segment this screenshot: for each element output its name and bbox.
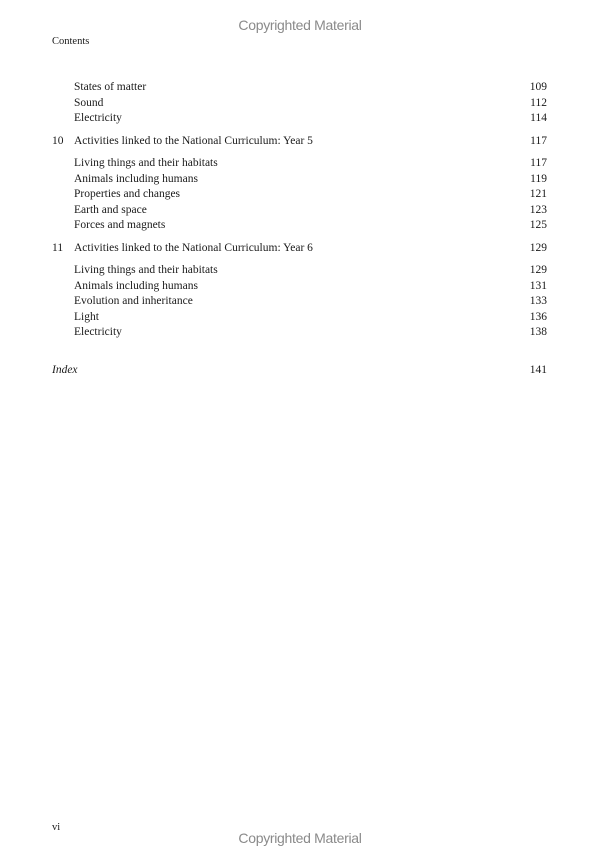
toc-entry[interactable] — [52, 325, 547, 341]
page-folio: vi — [52, 822, 61, 833]
toc-entry[interactable] — [52, 111, 547, 127]
chapter-page: 129 — [529, 241, 547, 254]
chapter-page: 117 — [530, 134, 547, 147]
toc-index[interactable] — [52, 363, 547, 379]
toc-entry-title: Forces and magnets — [74, 219, 166, 231]
toc-chapter-11[interactable] — [52, 241, 547, 257]
toc-entry-title: Living things and their habitats — [74, 264, 218, 276]
toc-entry-page: 131 — [529, 279, 547, 292]
toc-entry[interactable] — [52, 80, 547, 96]
toc-chapter-10[interactable] — [52, 134, 547, 150]
toc-entry-page: 129 — [529, 264, 547, 276]
chapter-title: Activities linked to the National Curriculum: Year 6 — [74, 241, 313, 254]
table-of-contents — [52, 80, 547, 378]
toc-entry-title: Sound — [74, 96, 104, 109]
toc-entry-title: Electricity — [74, 326, 122, 338]
toc-entry-page: 123 — [529, 203, 547, 216]
toc-entry[interactable] — [52, 187, 547, 203]
index-page: 141 — [529, 363, 547, 376]
toc-entry-page: 114 — [530, 112, 547, 124]
toc-entry-title: Electricity — [74, 112, 122, 124]
chapter-number: 10 — [52, 134, 64, 147]
toc-entry[interactable] — [52, 156, 547, 172]
copyright-watermark-bottom: Copyrighted Material — [238, 830, 362, 846]
toc-entry-title: Animals including humans — [74, 172, 198, 185]
chapter-number: 11 — [52, 241, 64, 254]
toc-entry-title: Animals including humans — [74, 279, 198, 292]
toc-entry-page: 138 — [529, 326, 547, 338]
toc-entry-page: 112 — [530, 96, 547, 109]
toc-entry-page: 117 — [530, 157, 547, 169]
toc-entry[interactable] — [52, 218, 547, 234]
toc-entry-page: 125 — [529, 219, 547, 231]
toc-entry-title: States of matter — [74, 81, 147, 93]
copyright-watermark-top: Copyrighted Material — [238, 17, 362, 33]
toc-entry-title: Properties and changes — [74, 188, 181, 200]
toc-entry[interactable] — [52, 310, 547, 326]
running-head: Contents — [52, 36, 90, 47]
toc-entry-page: 121 — [529, 188, 547, 200]
toc-entry[interactable] — [52, 294, 547, 310]
toc-entry-title: Living things and their habitats — [74, 157, 218, 169]
toc-entry[interactable] — [52, 203, 547, 219]
toc-entry-page: 119 — [530, 172, 547, 185]
index-title: Index — [52, 363, 78, 376]
chapter-title: Activities linked to the National Curriculum: Year 5 — [74, 134, 313, 147]
toc-entry-page: 109 — [529, 81, 547, 93]
toc-entry[interactable] — [52, 263, 547, 279]
toc-entry[interactable] — [52, 279, 547, 295]
toc-entry-page: 133 — [529, 295, 547, 307]
toc-entry[interactable] — [52, 96, 547, 112]
toc-entry[interactable] — [52, 172, 547, 188]
toc-entry-page: 136 — [529, 310, 547, 323]
toc-entry-title: Earth and space — [74, 203, 147, 216]
toc-entry-title: Evolution and inheritance — [74, 295, 193, 307]
toc-entry-title: Light — [74, 310, 99, 323]
